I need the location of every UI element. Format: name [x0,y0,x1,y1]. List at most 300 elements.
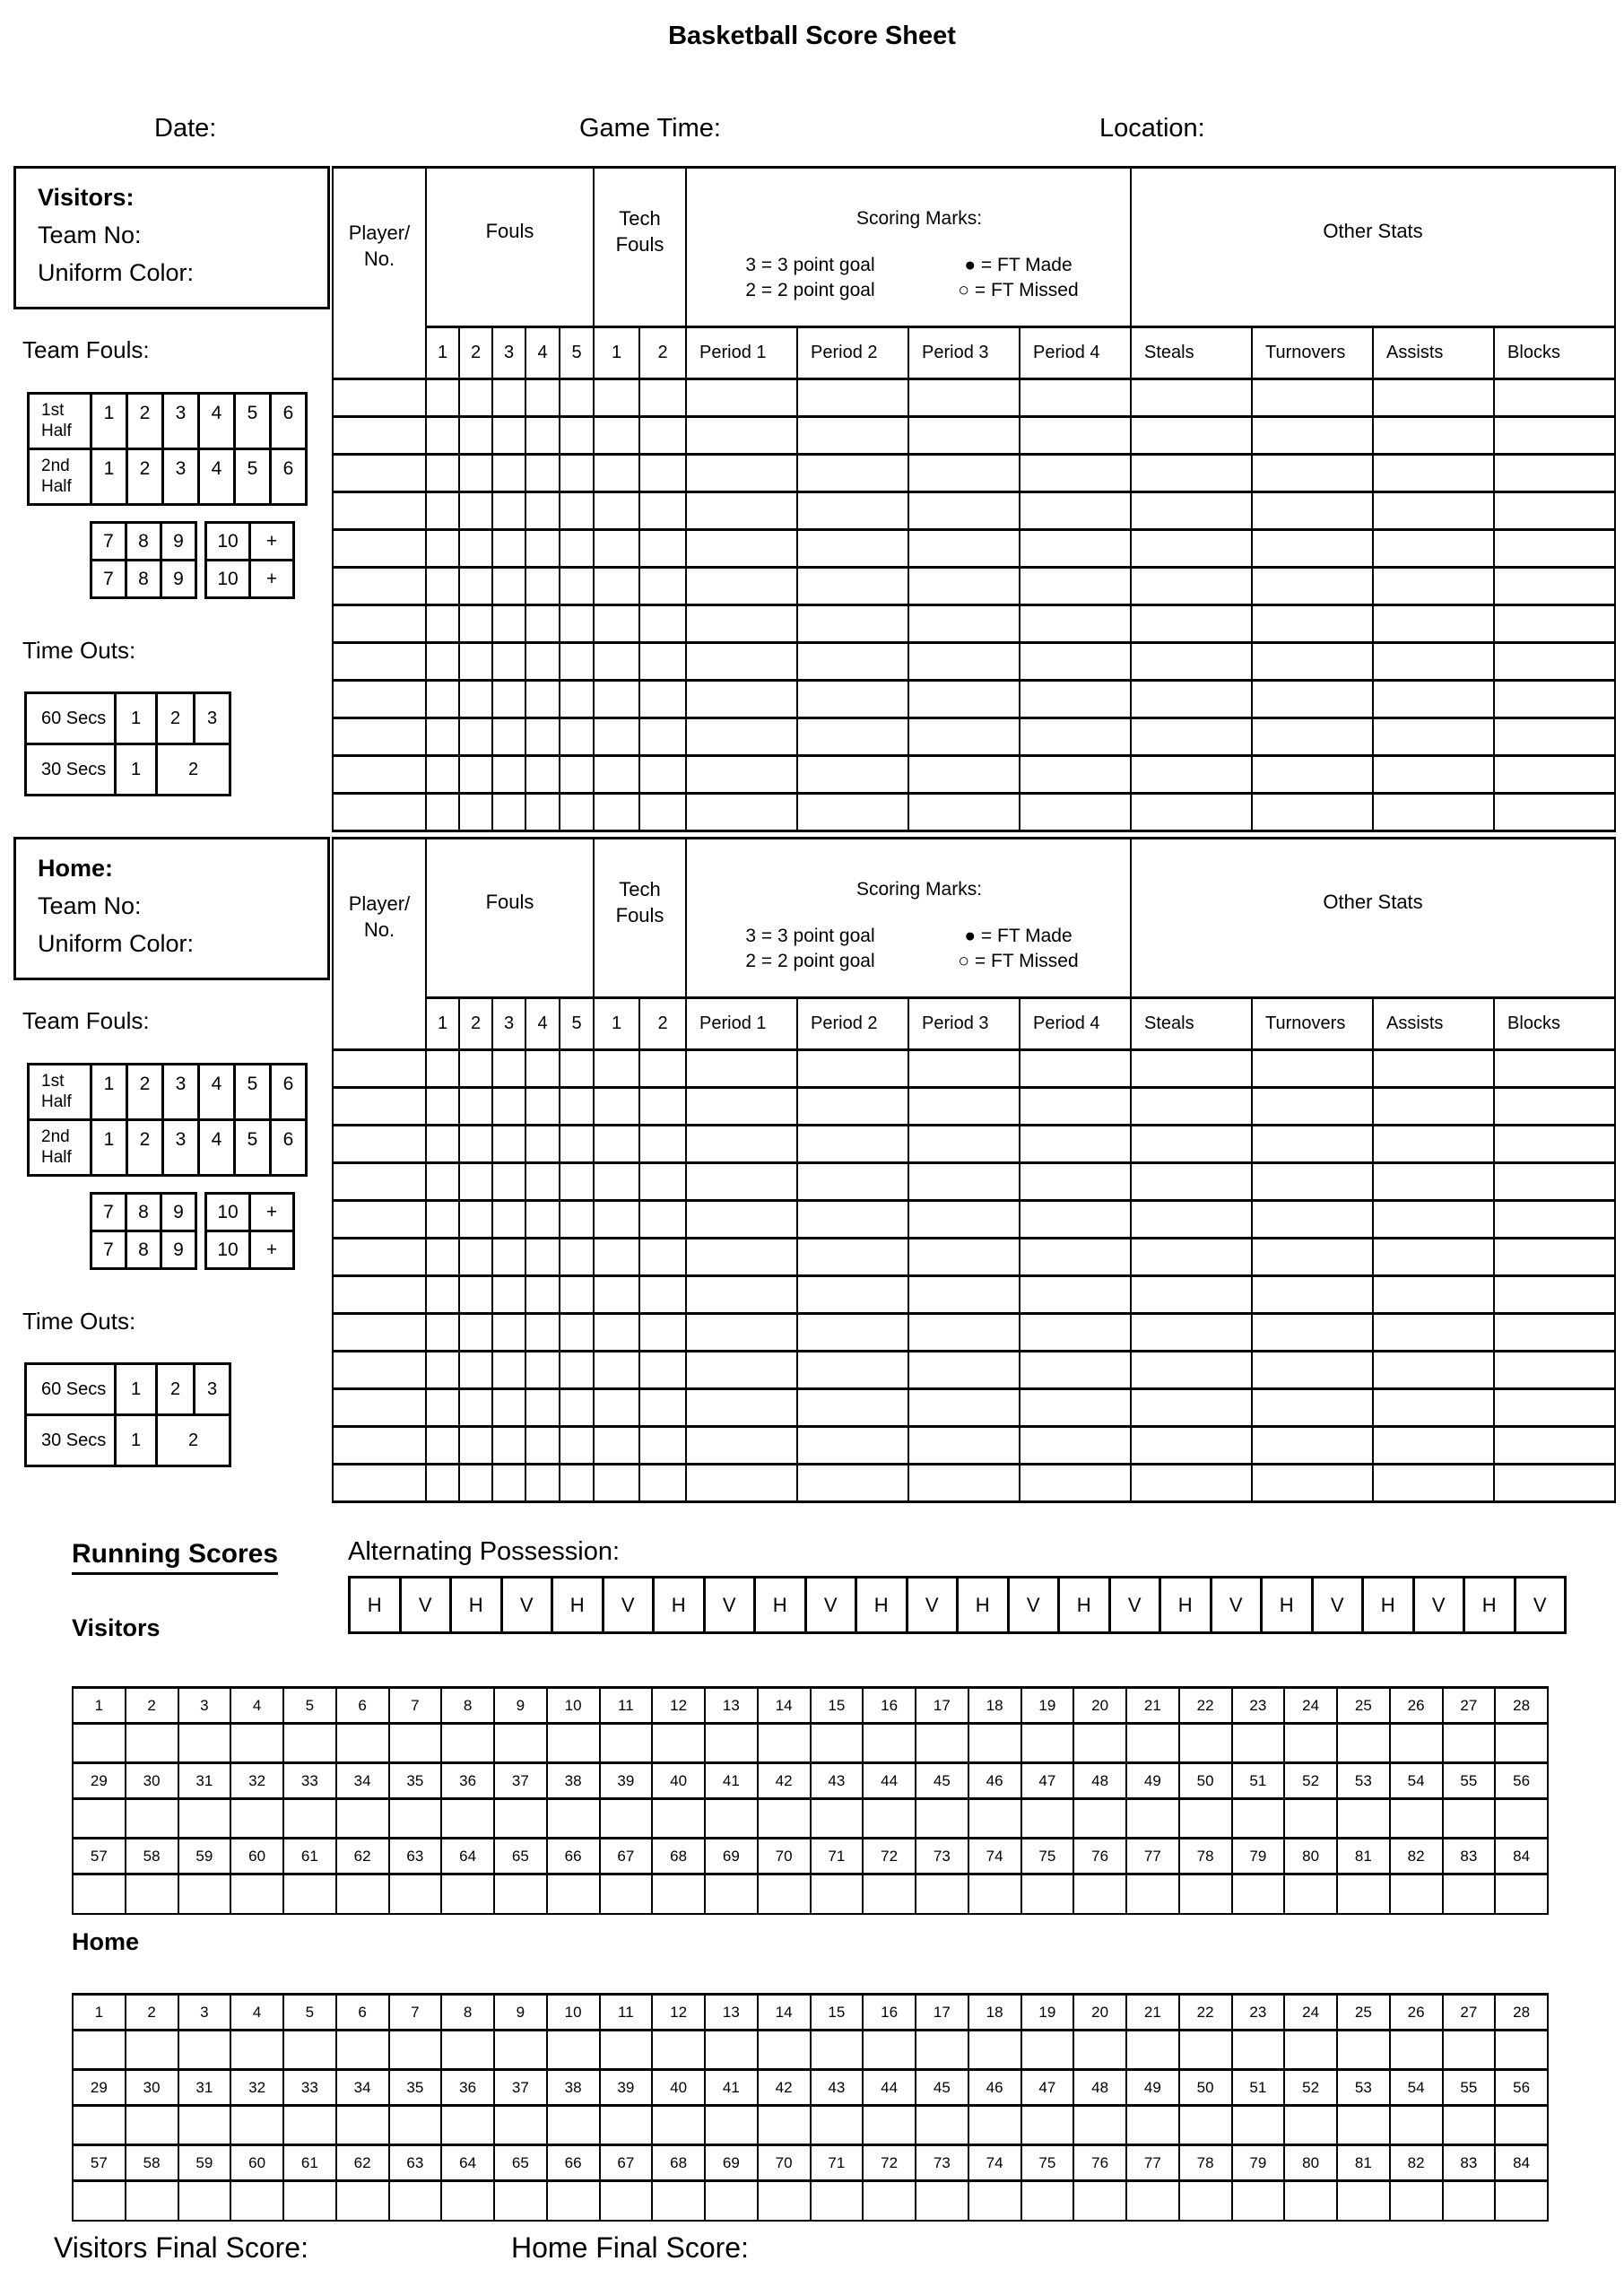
stat-cell[interactable] [1252,756,1373,794]
team-foul-cell[interactable]: 8 [126,1231,161,1269]
possession-cell[interactable]: H [1464,1578,1515,1633]
timeout-cell[interactable]: 2 [157,1364,195,1415]
running-score-blank-cell[interactable] [916,1874,968,1914]
tech-foul-cell[interactable] [639,681,686,718]
team-foul-cell[interactable]: 6 [271,1120,307,1176]
tech-foul-cell[interactable] [639,1088,686,1126]
team-foul-cell[interactable]: 10 [206,1194,250,1231]
period-cell[interactable] [686,379,797,417]
possession-cell[interactable]: V [400,1578,451,1633]
player-no-cell[interactable] [333,794,426,831]
foul-cell[interactable] [492,718,525,756]
stat-cell[interactable] [1494,1352,1615,1389]
period-cell[interactable] [1020,455,1131,492]
running-score-number-cell[interactable]: 27 [1443,1688,1496,1724]
period-cell[interactable] [686,1427,797,1465]
tech-foul-cell[interactable] [594,1352,639,1389]
foul-cell[interactable] [560,1088,594,1126]
running-score-number-cell[interactable]: 56 [1495,2070,1548,2106]
running-score-blank-cell[interactable] [126,2031,178,2070]
running-score-blank-cell[interactable] [1126,1724,1179,1763]
player-no-cell[interactable] [333,568,426,605]
stat-cell[interactable] [1494,1314,1615,1352]
running-score-blank-cell[interactable] [968,1874,1021,1914]
running-score-blank-cell[interactable] [73,1799,126,1839]
stat-cell[interactable] [1252,718,1373,756]
running-score-blank-cell[interactable] [1179,2031,1232,2070]
foul-cell[interactable] [459,568,492,605]
running-score-blank-cell[interactable] [600,2106,653,2145]
stat-cell[interactable] [1494,379,1615,417]
foul-cell[interactable] [525,794,560,831]
stat-cell[interactable] [1494,1427,1615,1465]
tech-foul-cell[interactable] [639,417,686,455]
stat-cell[interactable] [1252,681,1373,718]
running-score-blank-cell[interactable] [811,1724,864,1763]
running-score-blank-cell[interactable] [1021,2106,1074,2145]
foul-cell[interactable] [525,1276,560,1314]
period-cell[interactable] [908,1239,1020,1276]
stat-cell[interactable] [1373,1276,1494,1314]
stat-cell[interactable] [1252,1352,1373,1389]
tech-foul-cell[interactable] [639,530,686,568]
stat-cell[interactable] [1131,492,1252,530]
stat-cell[interactable] [1494,1088,1615,1126]
stat-cell[interactable] [1373,1126,1494,1163]
running-score-blank-cell[interactable] [705,2106,758,2145]
running-score-blank-cell[interactable] [1284,2106,1337,2145]
running-score-blank-cell[interactable] [126,1799,178,1839]
stat-cell[interactable] [1252,605,1373,643]
running-score-number-cell[interactable]: 33 [283,2070,336,2106]
foul-cell[interactable] [459,1314,492,1352]
tech-foul-cell[interactable] [639,1201,686,1239]
team-foul-cell[interactable]: 6 [271,394,307,449]
running-score-number-cell[interactable]: 5 [283,1995,336,2031]
stat-cell[interactable] [1494,1126,1615,1163]
running-score-blank-cell[interactable] [1495,1724,1548,1763]
period-cell[interactable] [1020,1427,1131,1465]
running-score-number-cell[interactable]: 48 [1073,1763,1126,1799]
foul-cell[interactable] [492,530,525,568]
stat-cell[interactable] [1131,1126,1252,1163]
tech-foul-cell[interactable] [639,718,686,756]
stat-cell[interactable] [1494,1201,1615,1239]
stat-cell[interactable] [1494,1276,1615,1314]
team-foul-cell[interactable]: 1 [91,394,127,449]
running-score-blank-cell[interactable] [73,2031,126,2070]
possession-cell[interactable]: V [1413,1578,1464,1633]
foul-cell[interactable] [492,1352,525,1389]
running-score-number-cell[interactable]: 3 [178,1688,231,1724]
running-score-number-cell[interactable]: 20 [1073,1688,1126,1724]
running-score-blank-cell[interactable] [1390,1724,1443,1763]
period-cell[interactable] [797,1427,908,1465]
period-cell[interactable] [1020,1050,1131,1088]
possession-cell[interactable]: H [552,1578,604,1633]
running-score-blank-cell[interactable] [547,1799,600,1839]
foul-cell[interactable] [426,1389,459,1427]
running-score-blank-cell[interactable] [968,2181,1021,2221]
tech-foul-cell[interactable] [639,455,686,492]
tech-foul-cell[interactable] [639,1276,686,1314]
running-score-blank-cell[interactable] [1126,1874,1179,1914]
stat-cell[interactable] [1494,1239,1615,1276]
stat-cell[interactable] [1131,1352,1252,1389]
running-score-blank-cell[interactable] [126,2181,178,2221]
running-score-number-cell[interactable]: 81 [1337,2145,1390,2181]
foul-cell[interactable] [492,568,525,605]
running-score-blank-cell[interactable] [547,2181,600,2221]
team-foul-cell[interactable]: 5 [235,1120,271,1176]
team-foul-cell[interactable]: 6 [271,449,307,505]
team-foul-cell[interactable]: 7 [91,523,126,561]
stat-cell[interactable] [1373,718,1494,756]
foul-cell[interactable] [426,1314,459,1352]
running-score-number-cell[interactable]: 57 [73,1839,126,1874]
running-score-number-cell[interactable]: 63 [389,2145,442,2181]
period-cell[interactable] [908,1201,1020,1239]
running-score-number-cell[interactable]: 59 [178,1839,231,1874]
running-score-number-cell[interactable]: 25 [1337,1995,1390,2031]
running-score-blank-cell[interactable] [811,1799,864,1839]
foul-cell[interactable] [525,1050,560,1088]
running-score-number-cell[interactable]: 43 [811,2070,864,2106]
running-score-number-cell[interactable]: 56 [1495,1763,1548,1799]
running-score-blank-cell[interactable] [600,1724,653,1763]
period-cell[interactable] [908,1126,1020,1163]
running-score-number-cell[interactable]: 74 [968,2145,1021,2181]
running-score-blank-cell[interactable] [1179,1799,1232,1839]
running-score-blank-cell[interactable] [652,2106,705,2145]
foul-cell[interactable] [459,1389,492,1427]
period-cell[interactable] [797,530,908,568]
team-foul-cell[interactable]: 7 [91,1194,126,1231]
running-score-blank-cell[interactable] [178,1874,231,1914]
running-score-number-cell[interactable]: 42 [758,1763,811,1799]
period-cell[interactable] [686,756,797,794]
running-score-number-cell[interactable]: 4 [230,1688,283,1724]
running-score-number-cell[interactable]: 50 [1179,2070,1232,2106]
running-score-blank-cell[interactable] [1232,2106,1285,2145]
running-score-number-cell[interactable]: 34 [336,1763,389,1799]
running-score-blank-cell[interactable] [1073,1799,1126,1839]
team-foul-cell[interactable]: 1 [91,449,127,505]
period-cell[interactable] [908,1427,1020,1465]
foul-cell[interactable] [426,1427,459,1465]
running-score-blank-cell[interactable] [1284,2181,1337,2221]
running-score-number-cell[interactable]: 15 [811,1995,864,2031]
running-score-blank-cell[interactable] [1495,2181,1548,2221]
period-cell[interactable] [797,1239,908,1276]
running-score-blank-cell[interactable] [1284,2031,1337,2070]
running-score-blank-cell[interactable] [811,2106,864,2145]
tech-foul-cell[interactable] [639,568,686,605]
running-score-number-cell[interactable]: 26 [1390,1688,1443,1724]
period-cell[interactable] [908,492,1020,530]
running-score-number-cell[interactable]: 32 [230,2070,283,2106]
foul-cell[interactable] [426,605,459,643]
period-cell[interactable] [797,568,908,605]
running-score-blank-cell[interactable] [652,1799,705,1839]
tech-foul-cell[interactable] [594,417,639,455]
running-score-blank-cell[interactable] [1021,2181,1074,2221]
running-score-blank-cell[interactable] [1179,2106,1232,2145]
foul-cell[interactable] [492,455,525,492]
stat-cell[interactable] [1494,756,1615,794]
stat-cell[interactable] [1494,1465,1615,1502]
running-score-number-cell[interactable]: 55 [1443,2070,1496,2106]
running-score-number-cell[interactable]: 82 [1390,2145,1443,2181]
stat-cell[interactable] [1494,1389,1615,1427]
foul-cell[interactable] [525,1352,560,1389]
foul-cell[interactable] [525,1088,560,1126]
possession-cell[interactable]: V [501,1578,552,1633]
running-score-blank-cell[interactable] [1073,2031,1126,2070]
tech-foul-cell[interactable] [594,605,639,643]
tech-foul-cell[interactable] [594,1126,639,1163]
team-foul-cell[interactable]: 5 [235,449,271,505]
player-no-cell[interactable] [333,1126,426,1163]
running-score-blank-cell[interactable] [1337,2031,1390,2070]
running-score-number-cell[interactable]: 49 [1126,1763,1179,1799]
team-foul-cell[interactable]: 10 [206,561,250,598]
running-score-blank-cell[interactable] [336,1799,389,1839]
team-foul-cell[interactable]: 8 [126,1194,161,1231]
running-score-blank-cell[interactable] [1232,1874,1285,1914]
period-cell[interactable] [908,1389,1020,1427]
stat-cell[interactable] [1373,1201,1494,1239]
running-score-number-cell[interactable]: 7 [389,1995,442,2031]
running-score-blank-cell[interactable] [1021,1799,1074,1839]
stat-cell[interactable] [1494,492,1615,530]
running-score-number-cell[interactable]: 29 [73,1763,126,1799]
possession-cell[interactable]: V [603,1578,654,1633]
foul-cell[interactable] [459,1163,492,1201]
stat-cell[interactable] [1373,605,1494,643]
running-score-number-cell[interactable]: 69 [705,1839,758,1874]
period-cell[interactable] [1020,417,1131,455]
running-score-blank-cell[interactable] [441,1724,494,1763]
running-score-blank-cell[interactable] [494,1799,547,1839]
foul-cell[interactable] [459,455,492,492]
running-score-blank-cell[interactable] [126,2106,178,2145]
foul-cell[interactable] [426,379,459,417]
running-score-number-cell[interactable]: 68 [652,1839,705,1874]
running-score-number-cell[interactable]: 49 [1126,2070,1179,2106]
period-cell[interactable] [1020,379,1131,417]
stat-cell[interactable] [1252,568,1373,605]
team-foul-cell[interactable]: 8 [126,523,161,561]
stat-cell[interactable] [1373,794,1494,831]
running-score-blank-cell[interactable] [441,2031,494,2070]
running-score-blank-cell[interactable] [1390,1799,1443,1839]
period-cell[interactable] [1020,1389,1131,1427]
running-score-number-cell[interactable]: 17 [916,1688,968,1724]
running-score-number-cell[interactable]: 32 [230,1763,283,1799]
stat-cell[interactable] [1252,643,1373,681]
player-no-cell[interactable] [333,1465,426,1502]
stat-cell[interactable] [1131,1389,1252,1427]
player-no-cell[interactable] [333,1276,426,1314]
running-score-blank-cell[interactable] [758,1724,811,1763]
stat-cell[interactable] [1252,1088,1373,1126]
timeout-cell[interactable]: 1 [116,1364,157,1415]
running-score-number-cell[interactable]: 16 [863,1995,916,2031]
player-no-cell[interactable] [333,605,426,643]
running-score-blank-cell[interactable] [73,2106,126,2145]
period-cell[interactable] [797,1352,908,1389]
running-score-blank-cell[interactable] [1126,2106,1179,2145]
stat-cell[interactable] [1252,1389,1373,1427]
tech-foul-cell[interactable] [639,1163,686,1201]
running-score-blank-cell[interactable] [336,1724,389,1763]
running-score-blank-cell[interactable] [1126,2031,1179,2070]
team-foul-cell[interactable]: + [250,1194,294,1231]
team-foul-cell[interactable]: 10 [206,1231,250,1269]
foul-cell[interactable] [459,1427,492,1465]
tech-foul-cell[interactable] [639,1465,686,1502]
player-no-cell[interactable] [333,1352,426,1389]
timeout-cell[interactable]: 2 [157,1415,230,1466]
tech-foul-cell[interactable] [594,1163,639,1201]
running-score-blank-cell[interactable] [336,2181,389,2221]
team-foul-cell[interactable]: 9 [161,561,196,598]
running-score-blank-cell[interactable] [863,1874,916,1914]
running-score-number-cell[interactable]: 42 [758,2070,811,2106]
period-cell[interactable] [686,1201,797,1239]
running-score-blank-cell[interactable] [758,1799,811,1839]
stat-cell[interactable] [1131,794,1252,831]
running-score-blank-cell[interactable] [494,2106,547,2145]
running-score-blank-cell[interactable] [863,1724,916,1763]
running-score-blank-cell[interactable] [178,1799,231,1839]
stat-cell[interactable] [1373,455,1494,492]
running-score-blank-cell[interactable] [1021,1874,1074,1914]
stat-cell[interactable] [1252,1163,1373,1201]
running-score-blank-cell[interactable] [1073,1874,1126,1914]
running-score-number-cell[interactable]: 66 [547,2145,600,2181]
team-foul-cell[interactable]: 4 [199,1120,235,1176]
tech-foul-cell[interactable] [639,643,686,681]
running-score-number-cell[interactable]: 10 [547,1995,600,2031]
running-score-number-cell[interactable]: 6 [336,1688,389,1724]
foul-cell[interactable] [525,681,560,718]
tech-foul-cell[interactable] [594,1088,639,1126]
running-score-blank-cell[interactable] [968,1724,1021,1763]
period-cell[interactable] [686,1389,797,1427]
foul-cell[interactable] [492,1389,525,1427]
foul-cell[interactable] [426,756,459,794]
foul-cell[interactable] [492,1126,525,1163]
tech-foul-cell[interactable] [594,643,639,681]
period-cell[interactable] [1020,756,1131,794]
stat-cell[interactable] [1494,643,1615,681]
player-no-cell[interactable] [333,681,426,718]
possession-cell[interactable]: V [907,1578,958,1633]
stat-cell[interactable] [1131,568,1252,605]
stat-cell[interactable] [1131,455,1252,492]
stat-cell[interactable] [1373,1314,1494,1352]
running-score-number-cell[interactable]: 44 [863,1763,916,1799]
running-score-blank-cell[interactable] [389,1724,442,1763]
running-score-blank-cell[interactable] [705,1799,758,1839]
running-score-number-cell[interactable]: 65 [494,2145,547,2181]
running-score-blank-cell[interactable] [863,2031,916,2070]
running-score-number-cell[interactable]: 38 [547,1763,600,1799]
running-score-number-cell[interactable]: 77 [1126,1839,1179,1874]
possession-cell[interactable]: H [856,1578,908,1633]
player-no-cell[interactable] [333,455,426,492]
team-foul-cell[interactable]: 3 [163,1120,199,1176]
running-score-blank-cell[interactable] [547,1874,600,1914]
team-foul-cell[interactable]: 1 [91,1120,127,1176]
foul-cell[interactable] [426,681,459,718]
running-score-number-cell[interactable]: 47 [1021,1763,1074,1799]
running-score-number-cell[interactable]: 51 [1232,2070,1285,2106]
period-cell[interactable] [908,568,1020,605]
running-score-number-cell[interactable]: 44 [863,2070,916,2106]
foul-cell[interactable] [560,718,594,756]
running-score-number-cell[interactable]: 75 [1021,2145,1074,2181]
running-score-number-cell[interactable]: 37 [494,1763,547,1799]
running-score-blank-cell[interactable] [1495,2106,1548,2145]
team-foul-cell[interactable]: 9 [161,1231,196,1269]
running-score-number-cell[interactable]: 80 [1284,2145,1337,2181]
period-cell[interactable] [908,1088,1020,1126]
running-score-number-cell[interactable]: 9 [494,1995,547,2031]
running-score-number-cell[interactable]: 8 [441,1995,494,2031]
running-score-blank-cell[interactable] [1126,1799,1179,1839]
running-score-number-cell[interactable]: 71 [811,2145,864,2181]
foul-cell[interactable] [426,1163,459,1201]
running-score-blank-cell[interactable] [1073,1724,1126,1763]
running-score-blank-cell[interactable] [126,1724,178,1763]
running-score-number-cell[interactable]: 30 [126,1763,178,1799]
running-score-number-cell[interactable]: 10 [547,1688,600,1724]
running-score-number-cell[interactable]: 2 [126,1688,178,1724]
running-score-number-cell[interactable]: 23 [1232,1995,1285,2031]
stat-cell[interactable] [1373,379,1494,417]
possession-cell[interactable]: H [1363,1578,1414,1633]
running-score-blank-cell[interactable] [758,2031,811,2070]
running-score-blank-cell[interactable] [916,1724,968,1763]
period-cell[interactable] [1020,492,1131,530]
team-foul-cell[interactable]: 5 [235,1065,271,1120]
running-score-blank-cell[interactable] [652,1724,705,1763]
possession-cell[interactable]: V [805,1578,856,1633]
running-score-number-cell[interactable]: 5 [283,1688,336,1724]
period-cell[interactable] [1020,794,1131,831]
running-score-number-cell[interactable]: 60 [230,1839,283,1874]
stat-cell[interactable] [1373,417,1494,455]
stat-cell[interactable] [1252,1276,1373,1314]
team-foul-cell[interactable]: 3 [163,1065,199,1120]
running-score-number-cell[interactable]: 23 [1232,1688,1285,1724]
running-score-blank-cell[interactable] [600,1874,653,1914]
running-score-number-cell[interactable]: 35 [389,2070,442,2106]
foul-cell[interactable] [426,1352,459,1389]
running-score-blank-cell[interactable] [863,2181,916,2221]
running-score-blank-cell[interactable] [1495,1874,1548,1914]
stat-cell[interactable] [1131,379,1252,417]
running-score-number-cell[interactable]: 72 [863,2145,916,2181]
foul-cell[interactable] [560,643,594,681]
running-score-number-cell[interactable]: 54 [1390,1763,1443,1799]
foul-cell[interactable] [459,417,492,455]
foul-cell[interactable] [492,643,525,681]
period-cell[interactable] [908,605,1020,643]
